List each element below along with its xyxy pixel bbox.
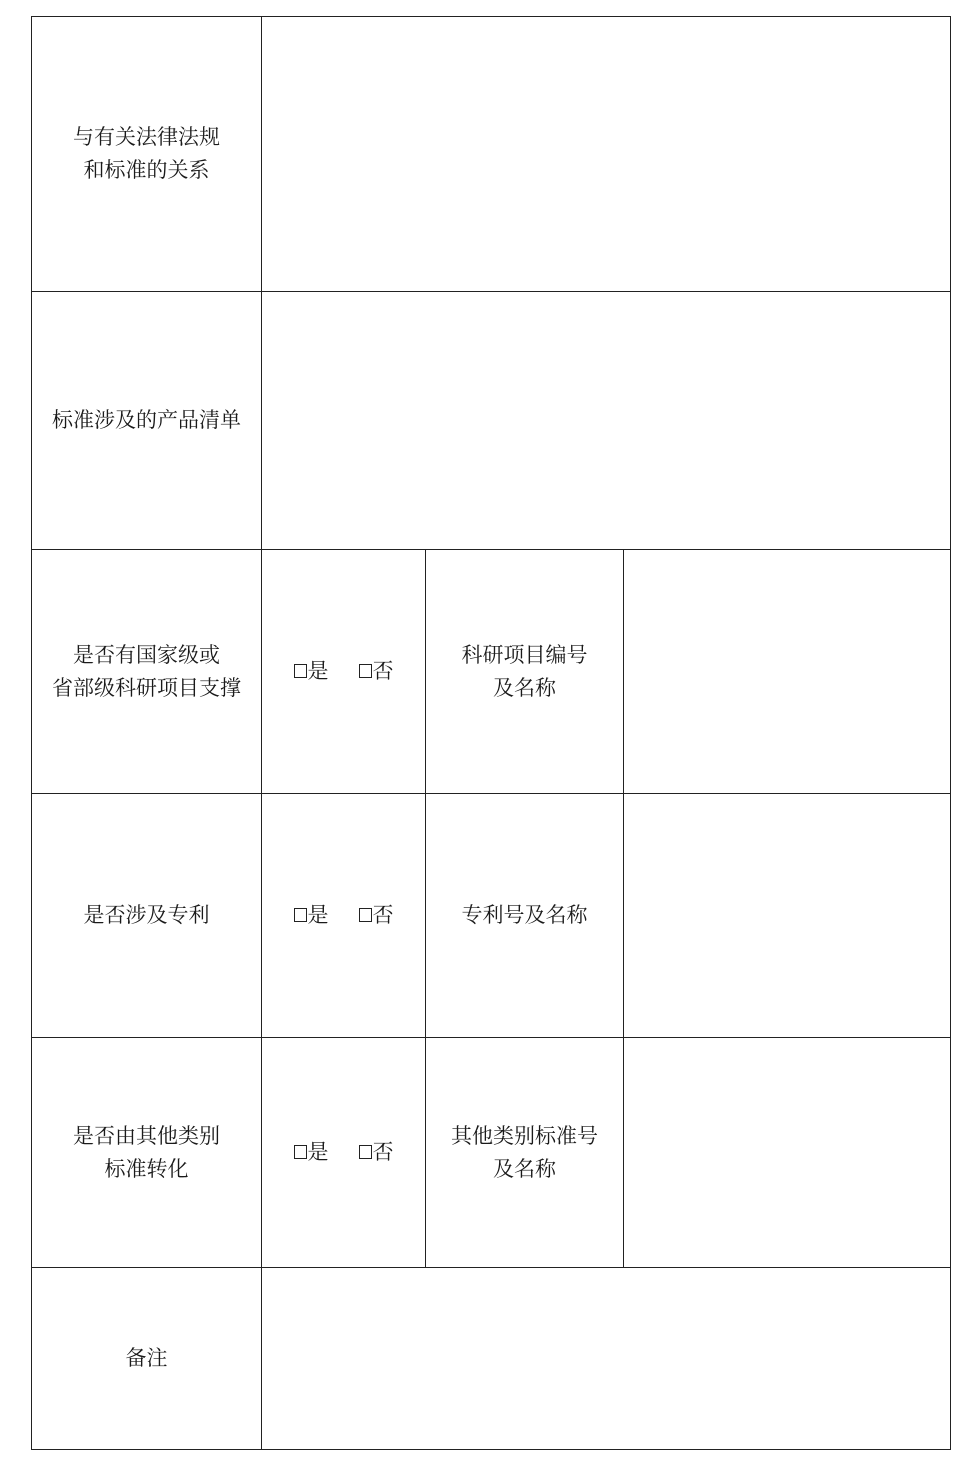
research-support-label: 是否有国家级或 省部级科研项目支撑 xyxy=(52,642,241,700)
row-patent xyxy=(32,794,951,1038)
row-conversion xyxy=(32,1038,951,1268)
patent-yes-checkbox[interactable] xyxy=(294,908,307,922)
patent-no-label: 否 xyxy=(372,902,394,927)
research-project-label: 科研项目编号 及名称 xyxy=(461,642,588,700)
product-list-label-cell xyxy=(32,292,262,550)
conversion-yes-checkbox[interactable] xyxy=(294,1145,307,1159)
research-support-checkbox-group xyxy=(294,655,394,688)
research-support-choice-cell xyxy=(262,550,426,794)
row-product-list xyxy=(32,292,951,550)
patent-number-label-cell xyxy=(426,794,624,1038)
laws-relation-label-cell xyxy=(32,17,262,292)
patent-no-checkbox[interactable] xyxy=(359,908,372,922)
conversion-yes-label: 是 xyxy=(307,1139,329,1164)
conversion-no-checkbox[interactable] xyxy=(359,1145,372,1159)
other-standard-label: 其他类别标准号 及名称 xyxy=(451,1123,598,1181)
conversion-no-label: 否 xyxy=(372,1139,394,1164)
standard-application-form xyxy=(31,16,951,1450)
row-laws-relation xyxy=(32,17,951,292)
research-support-yes-label: 是 xyxy=(307,658,329,683)
conversion-yes-option[interactable] xyxy=(294,1136,329,1169)
conversion-checkbox-group xyxy=(294,1136,394,1169)
patent-yes-option[interactable] xyxy=(294,899,329,932)
other-standard-label-cell xyxy=(426,1038,624,1268)
product-list-field[interactable] xyxy=(262,292,951,550)
row-remarks xyxy=(32,1268,951,1450)
product-list-label: 标准涉及的产品清单 xyxy=(52,408,241,432)
remarks-field[interactable] xyxy=(262,1268,951,1450)
conversion-choice-cell xyxy=(262,1038,426,1268)
research-support-no-checkbox[interactable] xyxy=(359,664,372,678)
conversion-label-cell xyxy=(32,1038,262,1268)
conversion-no-option[interactable] xyxy=(359,1136,394,1169)
patent-number-field[interactable] xyxy=(624,794,951,1038)
research-project-field[interactable] xyxy=(624,550,951,794)
patent-no-option[interactable] xyxy=(359,899,394,932)
research-support-label-cell xyxy=(32,550,262,794)
research-support-no-option[interactable] xyxy=(359,655,394,688)
patent-label: 是否涉及专利 xyxy=(83,903,210,927)
patent-yes-label: 是 xyxy=(307,902,329,927)
patent-label-cell xyxy=(32,794,262,1038)
research-support-yes-option[interactable] xyxy=(294,655,329,688)
research-project-label-cell xyxy=(426,550,624,794)
remarks-label-cell xyxy=(32,1268,262,1450)
remarks-label: 备注 xyxy=(125,1346,168,1370)
laws-relation-label: 与有关法律法规 和标准的关系 xyxy=(73,125,220,182)
research-support-yes-checkbox[interactable] xyxy=(294,664,307,678)
row-research-support xyxy=(32,550,951,794)
conversion-label: 是否由其他类别 标准转化 xyxy=(73,1123,220,1181)
patent-choice-cell xyxy=(262,794,426,1038)
other-standard-field[interactable] xyxy=(624,1038,951,1268)
patent-checkbox-group xyxy=(294,899,394,932)
laws-relation-field[interactable] xyxy=(262,17,951,292)
patent-number-label: 专利号及名称 xyxy=(461,903,588,927)
research-support-no-label: 否 xyxy=(372,658,394,683)
